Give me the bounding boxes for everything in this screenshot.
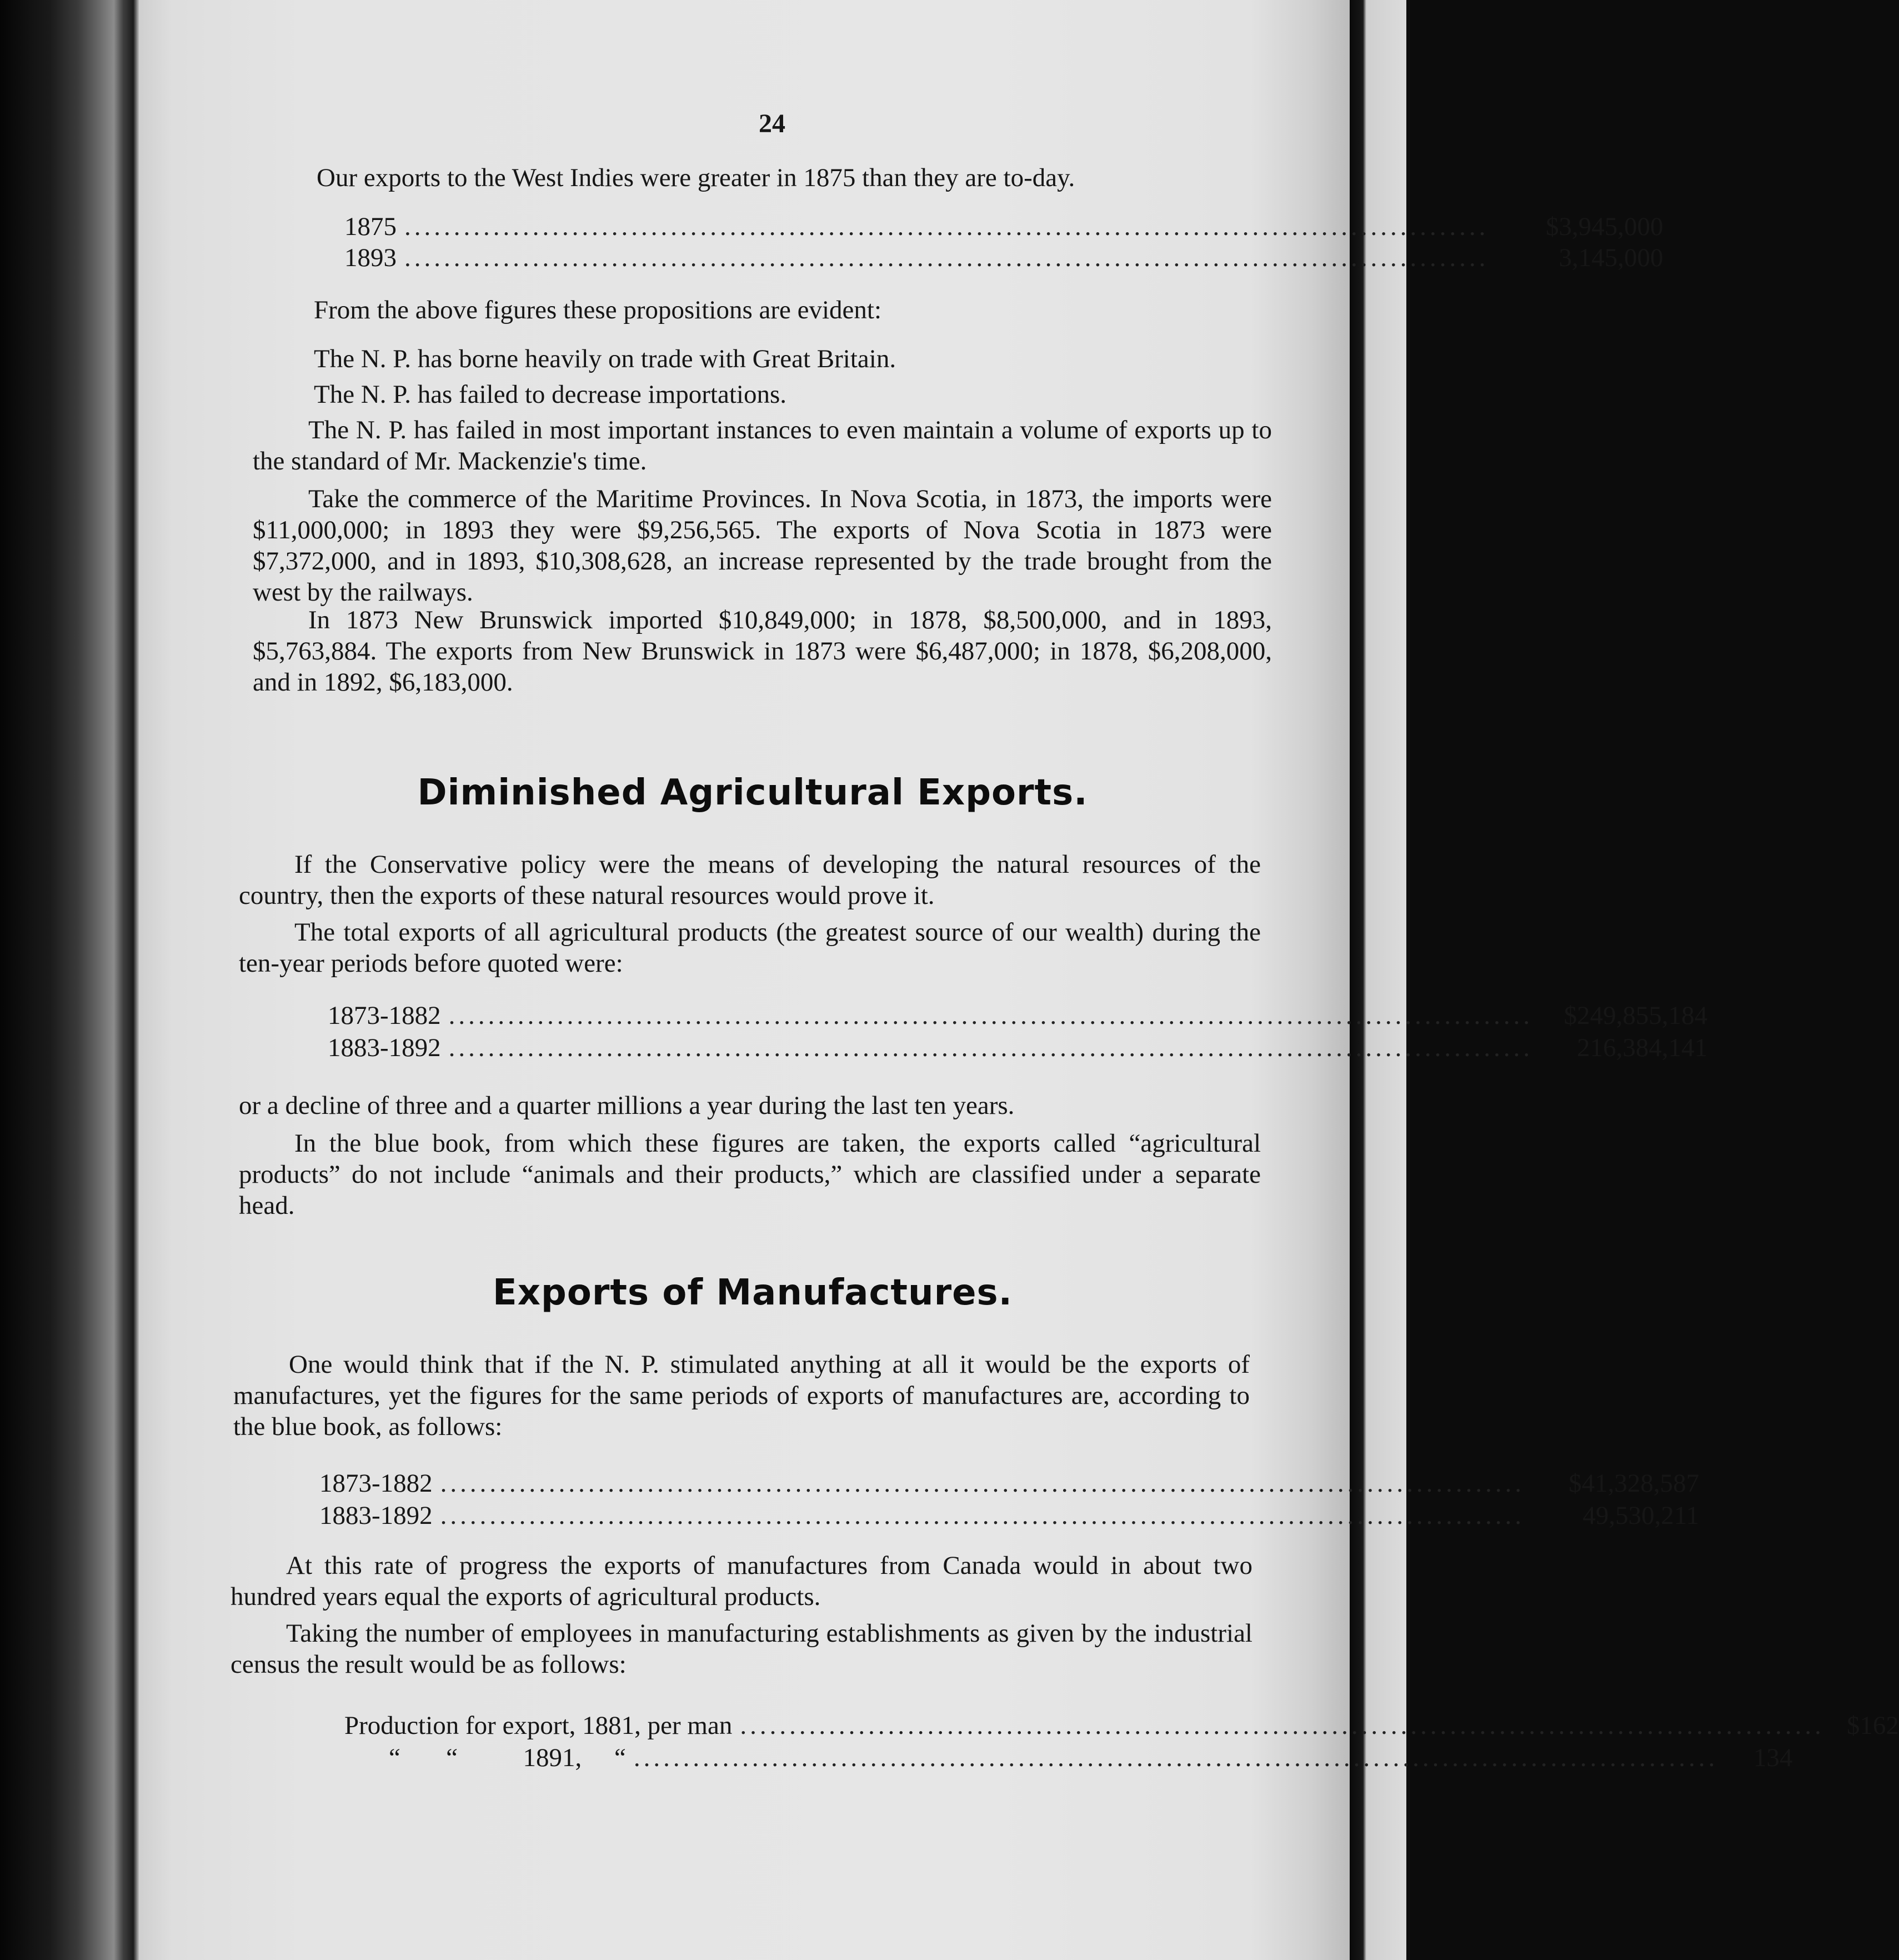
- row-period: 1873-1882: [319, 1469, 433, 1498]
- table-row: [328, 1000, 1708, 1031]
- manufactures-para-3: Taking the number of employees in manufacturing establishments as given by the industrial census the result would be as follows:: [231, 1619, 1252, 1679]
- west-indies-intro: Our exports to the West Indies were greater in 1875 than they are to-day.: [317, 163, 1075, 192]
- row-period: 1883-1892: [328, 1033, 441, 1062]
- agricultural-decline: or a decline of three and a quarter millions a year during the last ten years.: [239, 1091, 1015, 1120]
- leader-dots: ..............................................................................................................: [404, 243, 1489, 272]
- leader-dots: ..............................................................................................................: [440, 1469, 1525, 1498]
- manufactures-para-2: At this rate of progress the exports of manufactures from Canada would in about two hundred years equal the exports of agricultural products.: [231, 1551, 1252, 1611]
- new-brunswick-paragraph: In 1873 New Brunswick imported $10,849,000; in 1878, $8,500,000, and in 1893, $5,763,884. The exports from New Brunswick in 1873 were $6,487,000; in 1878, $6,208,000, and in 1892, $6,183,000.: [253, 606, 1272, 697]
- agricultural-para-1: If the Conservative policy were the means of developing the natural resources of the country, then the exports of these natural resources would prove it.: [239, 850, 1261, 910]
- leader-dots: ..............................................................................................................: [440, 1501, 1525, 1530]
- row-value: $249,855,184: [1564, 1001, 1708, 1030]
- row-year: 1893: [344, 243, 397, 272]
- row-period: 1883-1892: [319, 1501, 433, 1530]
- leader-dots: ..............................................................................................................: [633, 1743, 1718, 1772]
- row-value: 216,384,141: [1577, 1033, 1708, 1062]
- proposition-3: The N. P. has failed in most important instances to even maintain a volume of exports up to the standard of Mr. Mackenzie's time.: [253, 416, 1272, 476]
- leader-dots: ..............................................................................................................: [404, 212, 1489, 241]
- row-value: $162: [1846, 1711, 1899, 1740]
- agricultural-para-2: The total exports of all agricultural products (the greatest source of our wealth) during the ten-year periods before quoted were:: [239, 918, 1261, 978]
- table-row: [328, 1032, 1708, 1063]
- propositions-intro: From the above figures these propositions are evident:: [314, 296, 881, 324]
- table-row: [319, 1468, 1700, 1499]
- manufactures-para-1: One would think that if the N. P. stimulated anything at all it would be the exports of manufactures, yet the figures for the same periods of exports of manufactures are, according to the blue book, as follows:: [233, 1350, 1250, 1441]
- section-heading-agricultural: Diminished Agricultural Exports.: [417, 772, 1088, 813]
- section-heading-manufactures: Exports of Manufactures.: [493, 1272, 1013, 1313]
- book-binding-left: [0, 0, 139, 1960]
- row-year: 1875: [344, 212, 397, 241]
- table-row: [344, 211, 1663, 242]
- proposition-2: The N. P. has failed to decrease importations.: [314, 380, 786, 409]
- agricultural-blue-book: In the blue book, from which these figures are taken, the exports called “agricultural products” do not include “animals and their products,” which are classified under a separate head.: [239, 1129, 1261, 1220]
- row-label: “ “ 1891, “: [389, 1743, 626, 1772]
- nova-scotia-paragraph: Take the commerce of the Maritime Provinces. In Nova Scotia, in 1873, the imports were $11,000,000; in 1893 they were $9,256,565. The exports of Nova Scotia in 1873 were $7,372,000, and in 1893, $10,308,628, an increase represented by the trade brought from the west by the railways.: [253, 484, 1272, 607]
- neighbor-page-edge: [1395, 1389, 1406, 1428]
- proposition-1: The N. P. has borne heavily on trade with Great Britain.: [314, 344, 896, 373]
- page-number: 24: [759, 109, 785, 138]
- leader-dots: ..............................................................................................................: [448, 1033, 1534, 1062]
- row-value: 134: [1753, 1743, 1793, 1772]
- row-period: 1873-1882: [328, 1001, 441, 1030]
- row-label: Production for export, 1881, per man: [344, 1711, 733, 1740]
- row-value: $41,328,587: [1569, 1469, 1700, 1498]
- table-row: [319, 1500, 1700, 1531]
- row-value: 3,145,000: [1559, 243, 1663, 272]
- table-row: [344, 1710, 1899, 1741]
- table-row: [344, 242, 1663, 273]
- book-gutter-right: [1350, 0, 1406, 1960]
- table-row: [389, 1742, 1793, 1773]
- leader-dots: ..............................................................................................................: [448, 1001, 1534, 1030]
- row-value: 49,530,211: [1582, 1501, 1700, 1530]
- leader-dots: ..............................................................................................................: [740, 1711, 1825, 1740]
- row-value: $3,945,000: [1546, 212, 1663, 241]
